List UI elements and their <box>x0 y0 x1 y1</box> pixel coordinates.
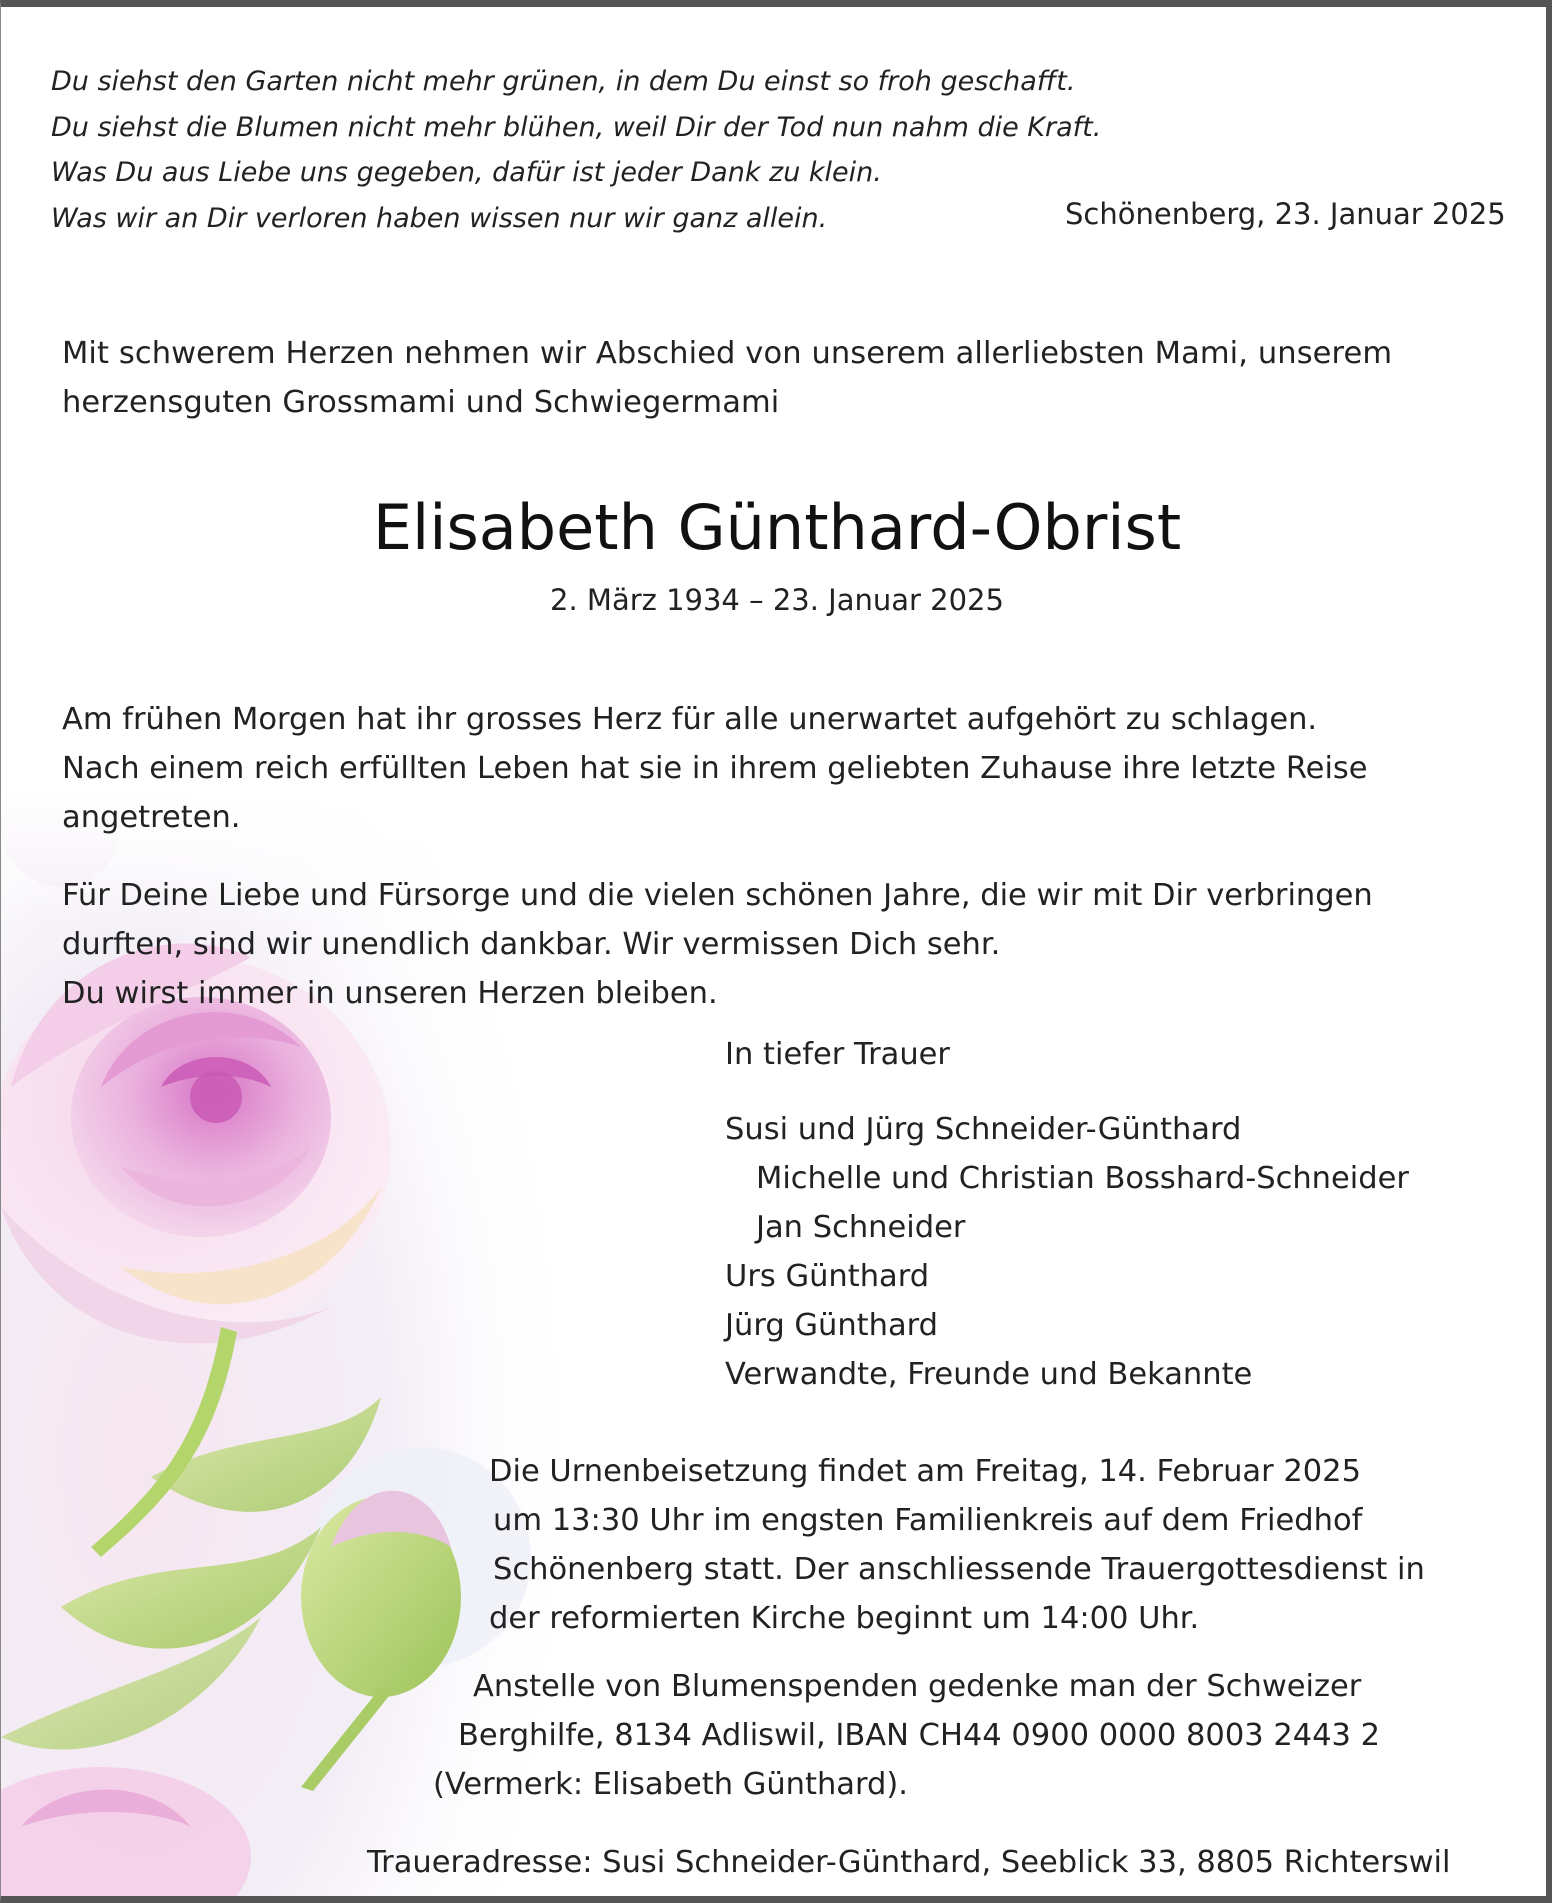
poem-line: Was wir an Dir verloren haben wissen nur wir ganz allein. <box>51 202 828 234</box>
mourner-item: Urs Günthard <box>725 1259 930 1294</box>
burial-line: Schönenberg statt. Der anschliessende Trauergottesdienst in <box>493 1552 1425 1587</box>
paragraph-line: Am frühen Morgen hat ihr grosses Herz für alle unerwartet aufgehört zu schlagen. <box>62 702 1318 737</box>
mourner-item: Susi und Jürg Schneider-Günthard <box>725 1112 1242 1147</box>
paragraph-line: Du wirst immer in unseren Herzen bleiben. <box>62 976 718 1011</box>
donation-info <box>433 1662 1380 1809</box>
paragraph-gratitude <box>62 871 1373 1018</box>
burial-line: um 13:30 Uhr im engsten Familienkreis auf dem Friedhof <box>493 1503 1363 1538</box>
deceased-name: Elisabeth Günthard-Obrist <box>372 491 1182 564</box>
donation-line: Berghilfe, 8134 Adliswil, IBAN CH44 0900 0000 8003 2443 2 <box>458 1718 1381 1753</box>
paragraph-line: angetreten. <box>62 800 241 835</box>
burial-line: Die Urnenbeisetzung findet am Freitag, 14. Februar 2025 <box>489 1454 1361 1489</box>
poem-line: Du siehst den Garten nicht mehr grünen, in dem Du einst so froh geschafft. <box>51 66 1076 97</box>
mourning-heading: In tiefer Trauer <box>725 1037 950 1072</box>
paragraph-line: Nach einem reich erfüllten Leben hat sie in ihrem geliebten Zuhause ihre letzte Reise <box>62 751 1368 786</box>
poem <box>51 59 1101 241</box>
mourner-item: Michelle und Christian Bosshard-Schneider <box>756 1161 1409 1196</box>
mourners-list <box>725 1105 1409 1399</box>
donation-line: Anstelle von Blumenspenden gedenke man der Schweizer <box>473 1669 1362 1704</box>
poem-line: Was Du aus Liebe uns gegeben, dafür ist jeder Dank zu klein. <box>51 157 882 188</box>
burial-info <box>489 1447 1425 1643</box>
poem-line: Du siehst die Blumen nicht mehr blühen, weil Dir der Tod nun nahm die Kraft. <box>51 111 1102 143</box>
mourner-item: Jan Schneider <box>756 1210 966 1245</box>
intro-line: Mit schwerem Herzen nehmen wir Abschied von unserem allerliebsten Mami, unserem <box>62 336 1393 371</box>
life-dates: 2. März 1934 – 23. Januar 2025 <box>550 583 1004 617</box>
place-date: Schönenberg, 23. Januar 2025 <box>1065 197 1506 231</box>
paragraph-farewell <box>62 695 1368 842</box>
mourning-address: Traueradresse: Susi Schneider-Günthard, Seeblick 33, 8805 Richterswil <box>367 1845 1451 1880</box>
paragraph-line: durften, sind wir unendlich dankbar. Wir vermissen Dich sehr. <box>62 927 1001 962</box>
paragraph-line: Für Deine Liebe und Fürsorge und die vielen schönen Jahre, die wir mit Dir verbringen <box>62 878 1373 913</box>
mourner-item: Jürg Günthard <box>725 1308 939 1343</box>
intro-text <box>62 329 1392 427</box>
donation-line: (Vermerk: Elisabeth Günthard). <box>433 1767 908 1802</box>
burial-line: der reformierten Kirche beginnt um 14:00 Uhr. <box>489 1601 1200 1636</box>
intro-line: herzensguten Grossmami und Schwiegermami <box>62 385 780 420</box>
mourner-item: Verwandte, Freunde und Bekannte <box>725 1357 1253 1392</box>
